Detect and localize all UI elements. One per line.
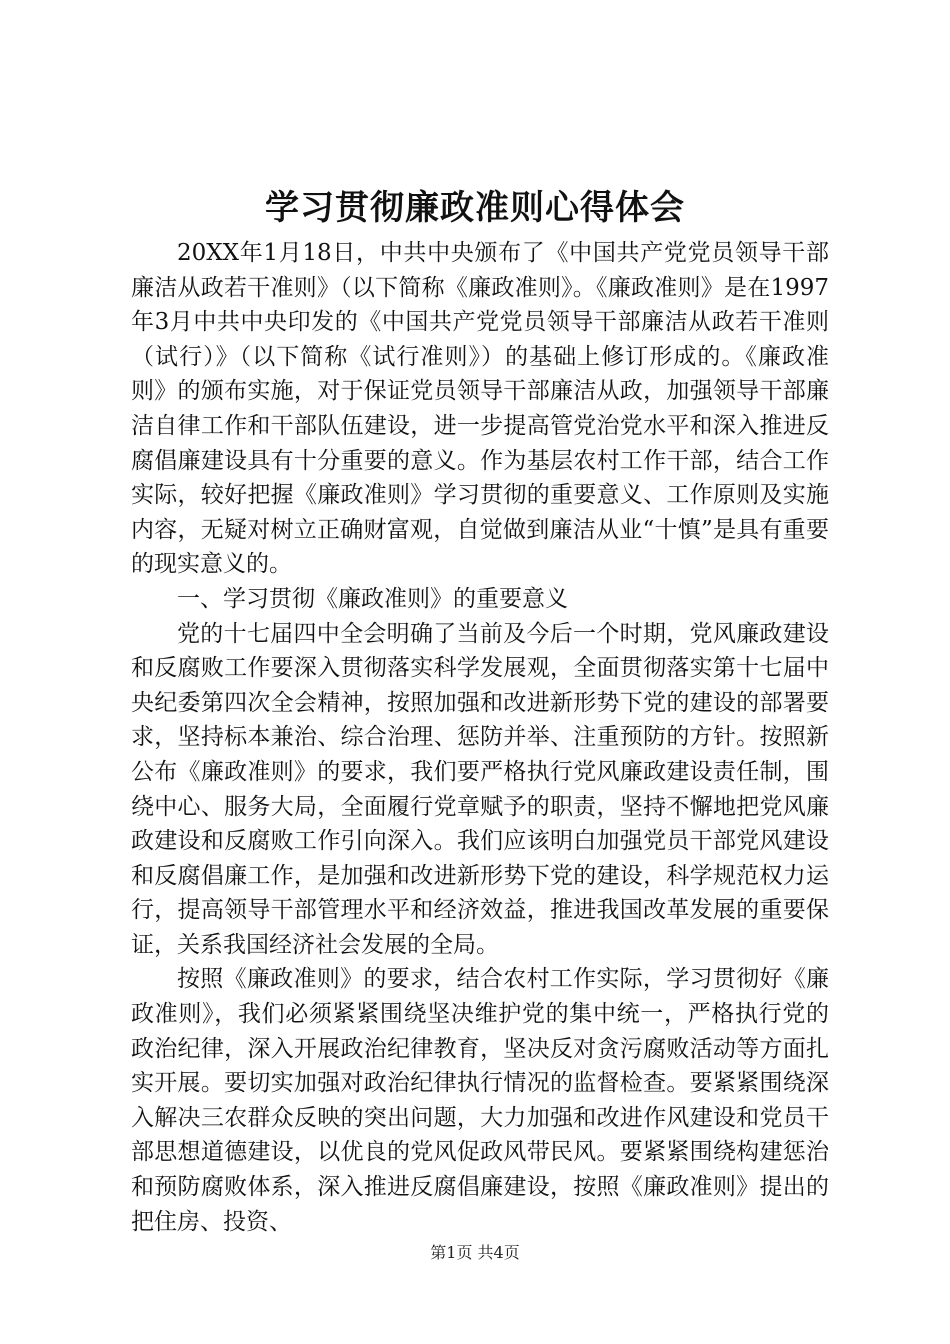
paragraph-section-1-b: 按照《廉政准则》的要求，结合农村工作实际，学习贯彻好《廉政准则》，我们必须紧紧围绕坚决维护党的集中统一，严格执行党的政治纪律，深入开展政治纪律教育，坚决反对贪污腐败活动等方面扎实开展。要切实加强对政治纪律执行情况的监督检查。要紧紧围绕深入解决三农群众反映的突出问题，大力加强和改进作风建设和党员干部思想道德建设，以优良的党风促政风带民风。要紧紧围绕构建惩治和预防腐败体系，深入推进反腐倡廉建设，按照《廉政准则》提出的把住房、投资、 bbox=[131, 966, 829, 1235]
paragraph-section-1-a: 党的十七届四中全会明确了当前及今后一个时期，党风廉政建设和反腐败工作要深入贯彻落实科学发展观，全面贯彻落实第十七届中央纪委第四次全会精神，按照加强和改进新形势下党的建设的部署要求，坚持标本兼治、综合治理、惩防并举、注重预防的方针。按照新公布《廉政准则》的要求，我们要严格执行党风廉政建设责任制，围绕中心、服务大局，全面履行党章赋予的职责，坚持不懈地把党风廉政建设和反腐败工作引向深入。我们应该明白加强党员干部党风建设和反腐倡廉工作，是加强和改进新形势下党的建设，科学规范权力运行，提高领导干部管理水平和经济效益，推进我国改革发展的重要保证，关系我国经济社会发展的全局。 bbox=[131, 620, 829, 958]
document-body bbox=[131, 236, 829, 1239]
document-title: 学习贯彻廉政准则心得体会 bbox=[265, 188, 685, 228]
page-number-footer: 第1页 共4页 bbox=[430, 1243, 520, 1262]
paragraph-intro: 20XX年1月18日，中共中央颁布了《中国共产党党员领导干部廉洁从政若干准则》（以下简称《廉政准则》。《廉政准则》是在1997年3月中共中央印发的《中国共产党党员领导干部廉洁从政若干准则（试行）》（以下简称《试行准则》）的基础上修订形成的。《廉政准则》的颁布实施，对于保证党员领导干部廉洁从政，加强领导干部廉洁自律工作和干部队伍建设，进一步提高管党治党水平和深入推进反腐倡廉建设具有十分重要的意义。作为基层农村工作干部，结合工作实际，较好把握《廉政准则》学习贯彻的重要意义、工作原则及实施内容，无疑对树立正确财富观，自觉做到廉洁从业“十慎”是具有重要的现实意义的。 bbox=[131, 240, 829, 578]
section-heading-1: 一、学习贯彻《廉政准则》的重要意义 bbox=[177, 585, 568, 612]
